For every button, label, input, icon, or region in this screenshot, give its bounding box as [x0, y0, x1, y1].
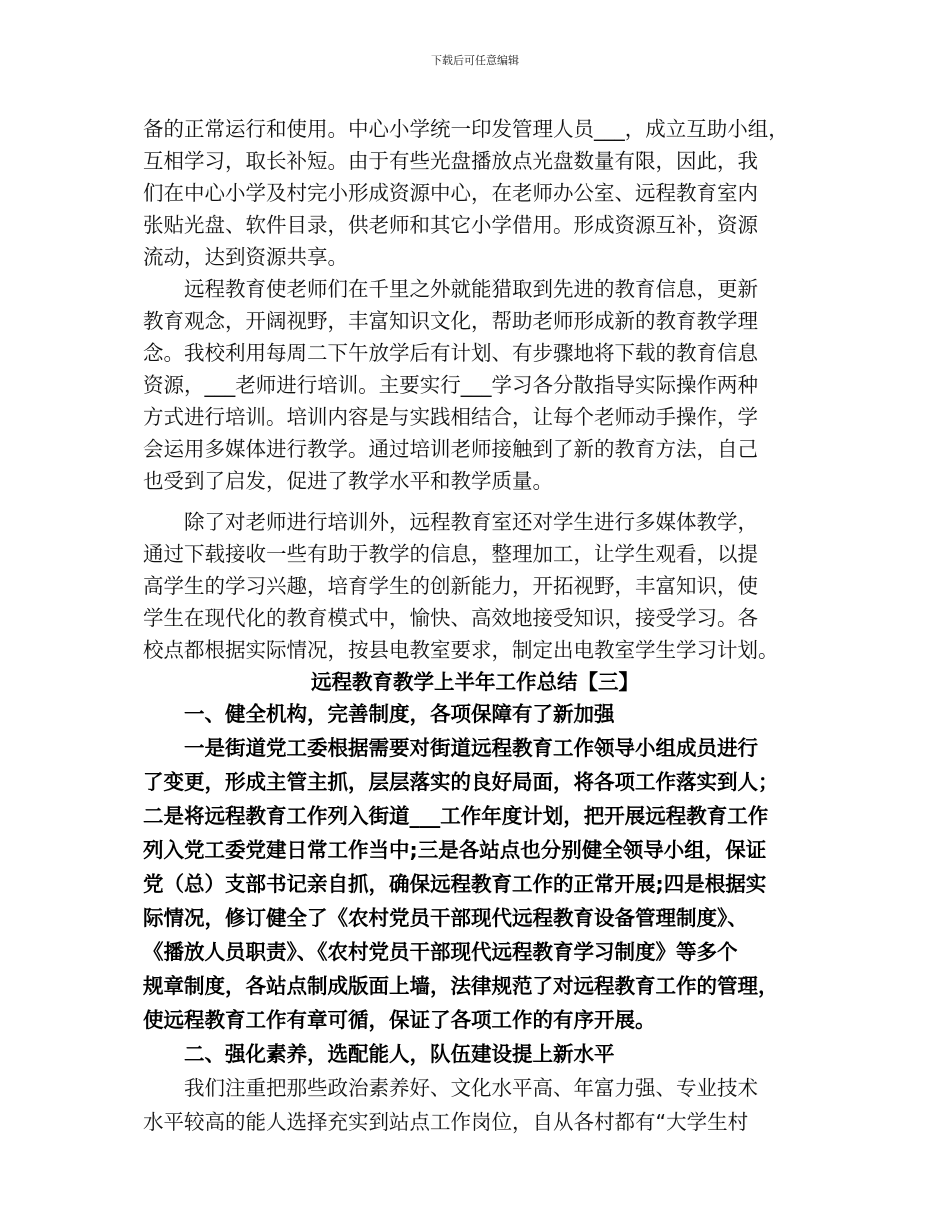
p2-line-3: 念。我校利用每周二下午放学后有计划、有步骤地将下载的教育信息 [143, 341, 758, 365]
p2-line-2: 教育观念，开阔视野，丰富知识文化，帮助老师形成新的教育教学理 [143, 309, 758, 333]
p2-line-6: 会运用多媒体进行教学。通过培训老师接触到了新的教育方法，自己 [143, 437, 758, 461]
p2-line-4: 资源，___老师进行培训。主要实行___学习各分散指导实际操作两种 [143, 373, 758, 397]
p2-line-7: 也受到了启发，促进了教学水平和教学质量。 [143, 469, 553, 493]
p4-line-7: 《播放人员职责》、《农村党员干部现代远程教育学习制度》等多个 [143, 940, 738, 964]
p5-line-1: 我们注重把那些政治素养好、文化水平高、年富力强、专业技术 [184, 1076, 758, 1100]
p1-line-3: 们在中心小学及村完小形成资源中心，在老师办公室、远程教育室内 [143, 181, 758, 205]
p3-line-5: 校点都根据实际情况，按县电教室要求，制定出电教室学生学习计划。 [143, 638, 779, 662]
p2-line-1: 远程教育使老师们在千里之外就能猎取到先进的教育信息，更新 [184, 277, 758, 301]
p1-line-5: 流动，达到资源共享。 [143, 245, 348, 269]
p4-line-8: 规章制度，各站点制成版面上墙，法律规范了对远程教育工作的管理， [143, 974, 779, 998]
p1-line-2: 互相学习，取长补短。由于有些光盘播放点光盘数量有限，因此，我 [143, 149, 758, 173]
p1-line-4: 张贴光盘、软件目录，供老师和其它小学借用。形成资源互补，资源 [143, 213, 758, 237]
p4-line-6: 际情况，修订健全了《农村党员干部现代远程教育设备管理制度》、 [143, 906, 748, 930]
p3-line-2: 通过下载接收一些有助于教学的信息，整理加工，让学生观看，以提 [143, 542, 758, 566]
p3-line-3: 高学生的学习兴趣，培育学生的创新能力，开拓视野，丰富知识，使 [143, 574, 758, 598]
p2-line-5: 方式进行培训。培训内容是与实践相结合，让每个老师动手操作，学 [143, 405, 758, 429]
p3-line-1: 除了对老师进行培训外，远程教育室还对学生进行多媒体教学， [184, 510, 758, 534]
section-title: 远程教育教学上半年工作总结【三】 [311, 670, 639, 694]
p4-line-5: 党（总）支部书记亲自抓，确保远程教育工作的正常开展;四是根据实 [143, 872, 767, 896]
p1-line-1: 备的正常运行和使用。中心小学统一印发管理人员___，成立互助小组， [143, 117, 789, 141]
p4-line-1: 一是街道党工委根据需要对街道远程教育工作领导小组成员进行 [184, 736, 758, 760]
p4-line-3: 二是将远程教育工作列入街道___工作年度计划，把开展远程教育工作 [143, 804, 769, 828]
p3-line-4: 学生在现代化的教育模式中，愉快、高效地接受知识，接受学习。各 [143, 606, 758, 630]
heading-2: 二、强化素养，选配能人，队伍建设提上新水平 [184, 1042, 615, 1066]
p5-line-2: 水平较高的能人选择充实到站点工作岗位，自从各村都有“大学生村 [143, 1110, 749, 1134]
p4-line-2: 了变更，形成主管主抓，层层落实的良好局面，将各项工作落实到人； [143, 770, 779, 794]
heading-1: 一、健全机构，完善制度，各项保障有了新加强 [184, 702, 615, 726]
p4-line-4: 列入党工委党建日常工作当中;三是各站点也分别健全领导小组，保证 [143, 838, 767, 862]
p4-line-9: 使远程教育工作有章可循，保证了各项工作的有序开展。 [143, 1008, 656, 1032]
page-header: 下载后可任意编辑 [431, 54, 519, 67]
